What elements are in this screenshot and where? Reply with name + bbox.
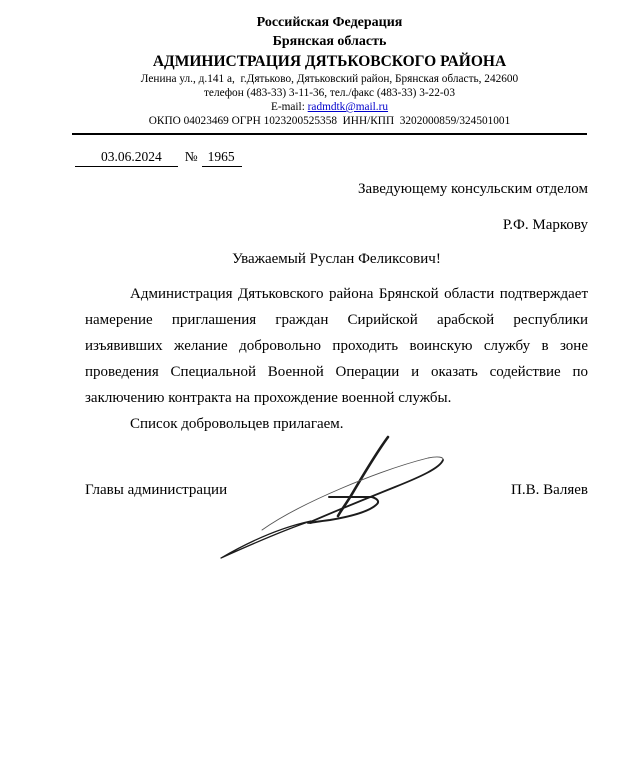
number-sign: № bbox=[184, 149, 198, 164]
date-field: 03.06.2024 bbox=[75, 148, 178, 167]
number-field: 1965 bbox=[202, 148, 242, 167]
letterhead bbox=[72, 13, 587, 135]
salutation: Уважаемый Руслан Феликсович! bbox=[232, 251, 441, 267]
reference-line bbox=[75, 148, 242, 167]
email-label: E-mail: bbox=[270, 101, 308, 113]
letter-body bbox=[85, 281, 588, 437]
signer-name: П.В. Валяев bbox=[510, 482, 588, 498]
letterhead-region: Брянская область bbox=[272, 34, 387, 49]
addressee-name: Р.Ф. Маркову bbox=[502, 217, 588, 233]
email-link[interactable]: radmdtk@mail.ru bbox=[307, 101, 389, 113]
letterhead-email-line bbox=[72, 100, 587, 114]
letterhead-phone: телефон (483-33) 3-11-36, тел./факс (483-33) 3-22-03 bbox=[204, 87, 455, 99]
addressee-block bbox=[358, 182, 588, 233]
addressee-position: Заведующему консульским отделом bbox=[358, 181, 588, 197]
letterhead-organization: АДМИНИСТРАЦИЯ ДЯТЬКОВСКОГО РАЙОНА bbox=[152, 53, 507, 70]
signature-block bbox=[85, 482, 588, 499]
signer-position: Главы администрации bbox=[85, 482, 228, 498]
letterhead-country: Российская Федерация bbox=[256, 15, 403, 30]
attachment-note: Список добровольцев прилагаем. bbox=[130, 416, 344, 432]
letterhead-registration: ОКПО 04023469 ОГРН 1023200525358 ИНН/КПП 3202000859/324501001 bbox=[148, 115, 511, 127]
letterhead-address: Ленина ул., д.141 а, г.Дятьково, Дятьковский район, Брянская область, 242600 bbox=[140, 73, 519, 85]
body-paragraph: Администрация Дятьковского района Брянской области подтверждает намерение приглашения граждан Сирийской арабской республики изъявивших желание добровольно проходить воинскую службу в зоне проведения Специальной Военной Операции и оказать содействие по заключению контракта на прохождение военной службы. bbox=[85, 286, 588, 406]
